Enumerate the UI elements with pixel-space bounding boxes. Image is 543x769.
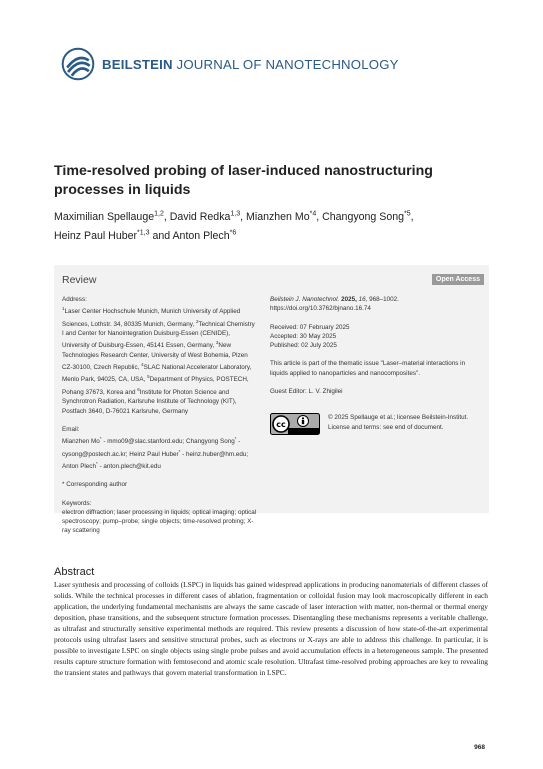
corresponding-author-note: * Corresponding author xyxy=(62,481,128,489)
published-date: Published: 02 July 2025 xyxy=(270,342,337,350)
svg-text:cc: cc xyxy=(276,420,286,430)
beilstein-logo-icon xyxy=(60,46,96,82)
open-access-badge: Open Access xyxy=(432,274,484,285)
author: David Redka$^{1,3}$, xyxy=(169,210,247,223)
info-right-column xyxy=(270,295,480,435)
author: Changyong Song$^{*5}$, xyxy=(322,210,414,223)
guest-editor: Guest Editor: L. V. Zhigilei xyxy=(270,388,343,396)
email-link[interactable]: cysong@postech.ac.kr xyxy=(62,450,126,458)
affiliations: $^1$Laser Center Hochschule Munich, Munich University of Applied Sciences, Lothstr. 34, 80335 Munich, Germany, $^2$Technical Chemistry I and Center for Nanointegration Duisburg-Essen (CENIDE), University of Duisburg-Essen, 45141 Essen, Germany, $^3$New Technologies Research Center, University of West Bohemia, Plzen CZ-30100, Czech Republic, $^4$SLAC National Accelerator Laboratory, Menlo Park, 94025, CA, USA, $^5$Department of Physics, POSTECH, Pohang 37673, Korea and $^6$Institute for Photon Science and Synchrotron Radiation, Karlsruhe Institute of Technology (KIT), Postfach 3640, D-76021 Karlsruhe, Germany xyxy=(62,306,255,415)
page-number: 968 xyxy=(474,744,485,751)
email-list: Mianzhen Mo* - mmo09@slac.stanford.edu; Changyong Song* - cysong@postech.ac.kr; Heinz Paul Huber* - heinz.huber@hm.edu; Anton Plech* - anton.plech@kit.edu xyxy=(62,436,249,470)
received-date: Received: 07 February 2025 xyxy=(270,323,350,331)
email-link[interactable]: anton.plech@kit.edu xyxy=(103,463,161,470)
author-list xyxy=(54,206,494,244)
section-type: Review xyxy=(62,274,97,286)
keywords: electron diffraction; laser processing in liquids; optical imaging; optical spectroscopy; pump–probe; single objects; time-resolved probing; X-ray scattering xyxy=(62,508,257,535)
citation: Beilstein J. Nanotechnol. 2025, 16, 968–1002. xyxy=(270,296,399,303)
keywords-label: Keywords: xyxy=(62,499,92,507)
abstract-body: Laser synthesis and processing of colloids (LSPC) in liquids has gained widespread applications in producing nanomaterials of different classes of solids. While the technical processes in different cases of ablation, fragmentation or colloidal fusion may look macroscopically different in each application, the underlying fundamental mechanisms are always the same cascade of laser interaction with matter, non-thermal or thermal energy deposition, phase transitions, and the subsequent structure formation processes. Disentangling these mechanisms represents a veritable challenge, as ultrafast and structurally sensitive experimental methods are required. This review presents a discussion of how state-of-the-art experimental protocols using ultrafast lasers and sensitive structural probes, such as electrons or X-rays are able to address this challenge. In particular, it is possible to investigate LSPC on single objects using single probe pulses and avoid accumulation effects in a heterogeneous sample. The presented results capture structure formation with femtosecond and atomic scale resolution. Ultrafast time-resolved probing approaches are key to revealing the transient states and pathways that govern material transformation in LSPC. xyxy=(54,580,488,677)
doi-link[interactable]: https://doi.org/10.3762/bjnano.16.74 xyxy=(270,305,371,313)
author: Mianzhen Mo$^{*4}$, xyxy=(246,210,323,223)
abstract-heading: Abstract xyxy=(54,566,95,578)
license-row xyxy=(270,413,480,435)
address-label: Address: xyxy=(62,296,87,303)
email-link[interactable]: mmo09@slac.stanford.edu xyxy=(107,438,183,446)
email-link[interactable]: heinz.huber@hm.edu xyxy=(186,450,247,458)
email-label: Email: xyxy=(62,425,80,433)
journal-name: BEILSTEIN JOURNAL OF NANOTECHNOLOGY xyxy=(102,56,399,72)
license-text: © 2025 Spellauge et al.; licensee Beilstein-Institut. License and terms: see end of document. xyxy=(328,414,469,431)
journal-header xyxy=(60,44,399,84)
cc-by-icon[interactable] xyxy=(270,413,320,435)
article-info-box xyxy=(54,265,489,535)
author: Heinz Paul Huber$^{*1,3}$ and xyxy=(54,229,173,242)
accepted-date: Accepted: 30 May 2025 xyxy=(270,332,337,340)
article-title: Time-resolved probing of laser-induced nanostructuring processes in liquids xyxy=(54,163,433,198)
thematic-issue-note: This article is part of the thematic issue "Laser–material interactions in liquids applied to nanoparticles and nanocomposites". xyxy=(270,360,466,377)
author: Maximilian Spellauge$^{1,2}$, xyxy=(54,210,170,223)
author: Anton Plech$^{*6}$ xyxy=(172,229,237,242)
info-left-column xyxy=(62,295,258,536)
